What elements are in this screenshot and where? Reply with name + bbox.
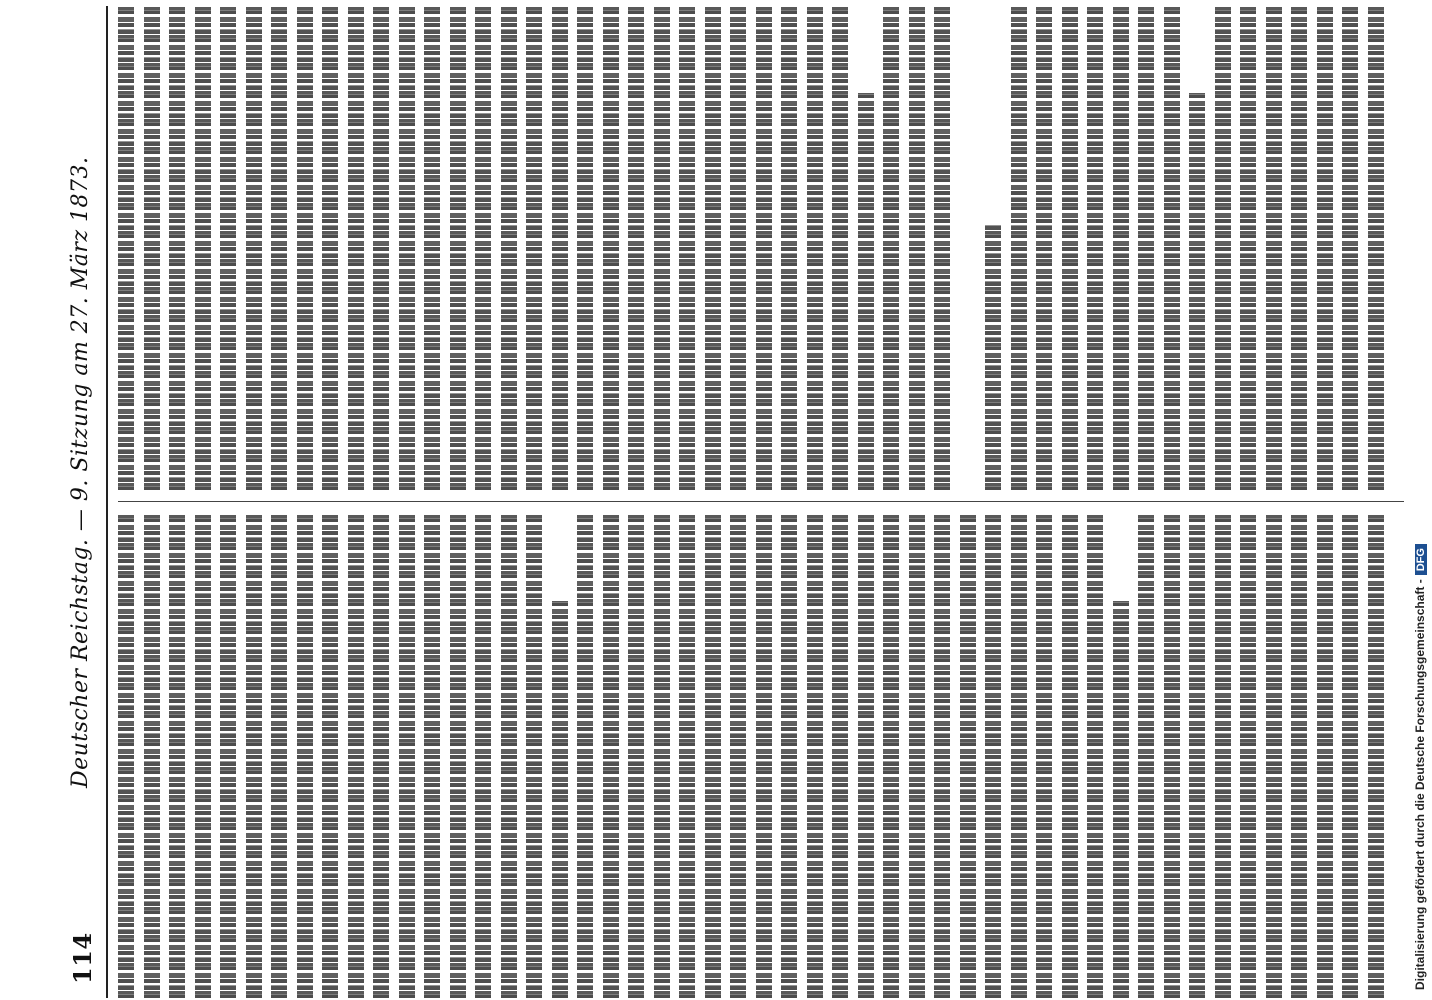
- text-line: [832, 514, 848, 998]
- text-line: [1087, 6, 1103, 490]
- text-line: [526, 514, 542, 998]
- text-column-left: [118, 514, 1404, 998]
- text-line: [195, 514, 211, 998]
- text-line: [1368, 514, 1384, 998]
- text-line: [348, 514, 364, 998]
- dfg-logo: DFG: [1415, 544, 1427, 575]
- text-line: [1138, 6, 1154, 490]
- text-line: [424, 6, 440, 490]
- text-line: [934, 514, 950, 998]
- text-line: [271, 6, 287, 490]
- text-line: [348, 6, 364, 490]
- digitization-credit: [1405, 8, 1429, 998]
- text-line: [118, 6, 134, 490]
- text-line: [246, 6, 262, 490]
- text-line: [552, 601, 568, 998]
- text-line: [322, 514, 338, 998]
- text-line: [501, 514, 517, 998]
- text-line: [220, 514, 236, 998]
- text-line: [1113, 601, 1129, 998]
- text-line: [1189, 93, 1205, 490]
- text-line: [1342, 6, 1358, 490]
- text-line: [297, 514, 313, 998]
- text-line: [858, 514, 874, 998]
- text-line: [705, 6, 721, 490]
- paragraph-gap: [960, 6, 976, 490]
- text-line: [1317, 514, 1333, 998]
- text-line: [220, 6, 236, 490]
- text-line: [883, 6, 899, 490]
- text-line: [1266, 6, 1282, 490]
- text-line: [450, 514, 466, 998]
- text-line: [883, 514, 899, 998]
- text-line: [195, 6, 211, 490]
- text-line: [654, 6, 670, 490]
- text-line: [781, 514, 797, 998]
- text-line: [501, 6, 517, 490]
- text-line: [1138, 514, 1154, 998]
- column-divider: [118, 501, 1404, 502]
- text-line: [934, 6, 950, 490]
- text-line: [756, 514, 772, 998]
- text-line: [1317, 6, 1333, 490]
- text-line: [1087, 514, 1103, 998]
- text-line: [144, 514, 160, 998]
- text-line: [118, 514, 134, 998]
- text-line: [399, 6, 415, 490]
- text-line: [756, 6, 772, 490]
- text-line: [577, 514, 593, 998]
- running-title: Deutscher Reichstag. — 9. Sitzung am 27. März 1873.: [68, 156, 93, 788]
- text-line: [628, 514, 644, 998]
- text-line: [1266, 514, 1282, 998]
- text-line: [705, 514, 721, 998]
- text-line: [373, 6, 389, 490]
- text-line: [960, 514, 976, 998]
- text-line: [781, 6, 797, 490]
- text-line: [144, 6, 160, 490]
- credit-text: Digitalisierung gefördert durch die Deutsche Forschungsgemeinschaft -: [1413, 579, 1427, 990]
- text-line: [526, 6, 542, 490]
- text-line: [1011, 6, 1027, 490]
- text-line: [909, 6, 925, 490]
- text-line: [552, 6, 568, 490]
- text-line: [1342, 514, 1358, 998]
- page-number: 114: [68, 932, 97, 984]
- page-header: [62, 6, 102, 998]
- text-line: [628, 6, 644, 490]
- text-line: [679, 6, 695, 490]
- text-line: [603, 514, 619, 998]
- text-line: [1113, 6, 1129, 490]
- text-line: [730, 514, 746, 998]
- text-line: [271, 514, 287, 998]
- text-line: [1189, 514, 1205, 998]
- text-line: [730, 6, 746, 490]
- text-column-right: [118, 6, 1404, 490]
- text-line: [679, 514, 695, 998]
- text-line: [909, 514, 925, 998]
- text-line: [807, 6, 823, 490]
- text-line: [450, 6, 466, 490]
- text-line: [1291, 6, 1307, 490]
- text-line: [807, 514, 823, 998]
- text-line: [985, 224, 1001, 490]
- text-line: [603, 6, 619, 490]
- text-line: [654, 514, 670, 998]
- text-line: [577, 6, 593, 490]
- text-line: [985, 514, 1001, 998]
- text-line: [399, 514, 415, 998]
- text-line: [246, 514, 262, 998]
- text-line: [1368, 6, 1384, 490]
- text-line: [169, 6, 185, 490]
- text-line: [1036, 6, 1052, 490]
- text-line: [1215, 514, 1231, 998]
- text-line: [1011, 514, 1027, 998]
- text-line: [1215, 6, 1231, 490]
- text-line: [1062, 6, 1078, 490]
- text-line: [1164, 6, 1180, 490]
- scanned-page: [62, 6, 1414, 998]
- document-page: [62, 6, 1414, 998]
- text-line: [475, 6, 491, 490]
- text-line: [424, 514, 440, 998]
- text-line: [1062, 514, 1078, 998]
- text-line: [475, 514, 491, 998]
- text-line: [1164, 514, 1180, 998]
- text-line: [322, 6, 338, 490]
- text-line: [373, 514, 389, 998]
- text-line: [832, 6, 848, 490]
- text-line: [1291, 514, 1307, 998]
- text-line: [1240, 514, 1256, 998]
- text-line: [1240, 6, 1256, 490]
- text-line: [858, 93, 874, 490]
- text-line: [297, 6, 313, 490]
- text-line: [169, 514, 185, 998]
- header-rule: [106, 6, 108, 998]
- text-line: [1036, 514, 1052, 998]
